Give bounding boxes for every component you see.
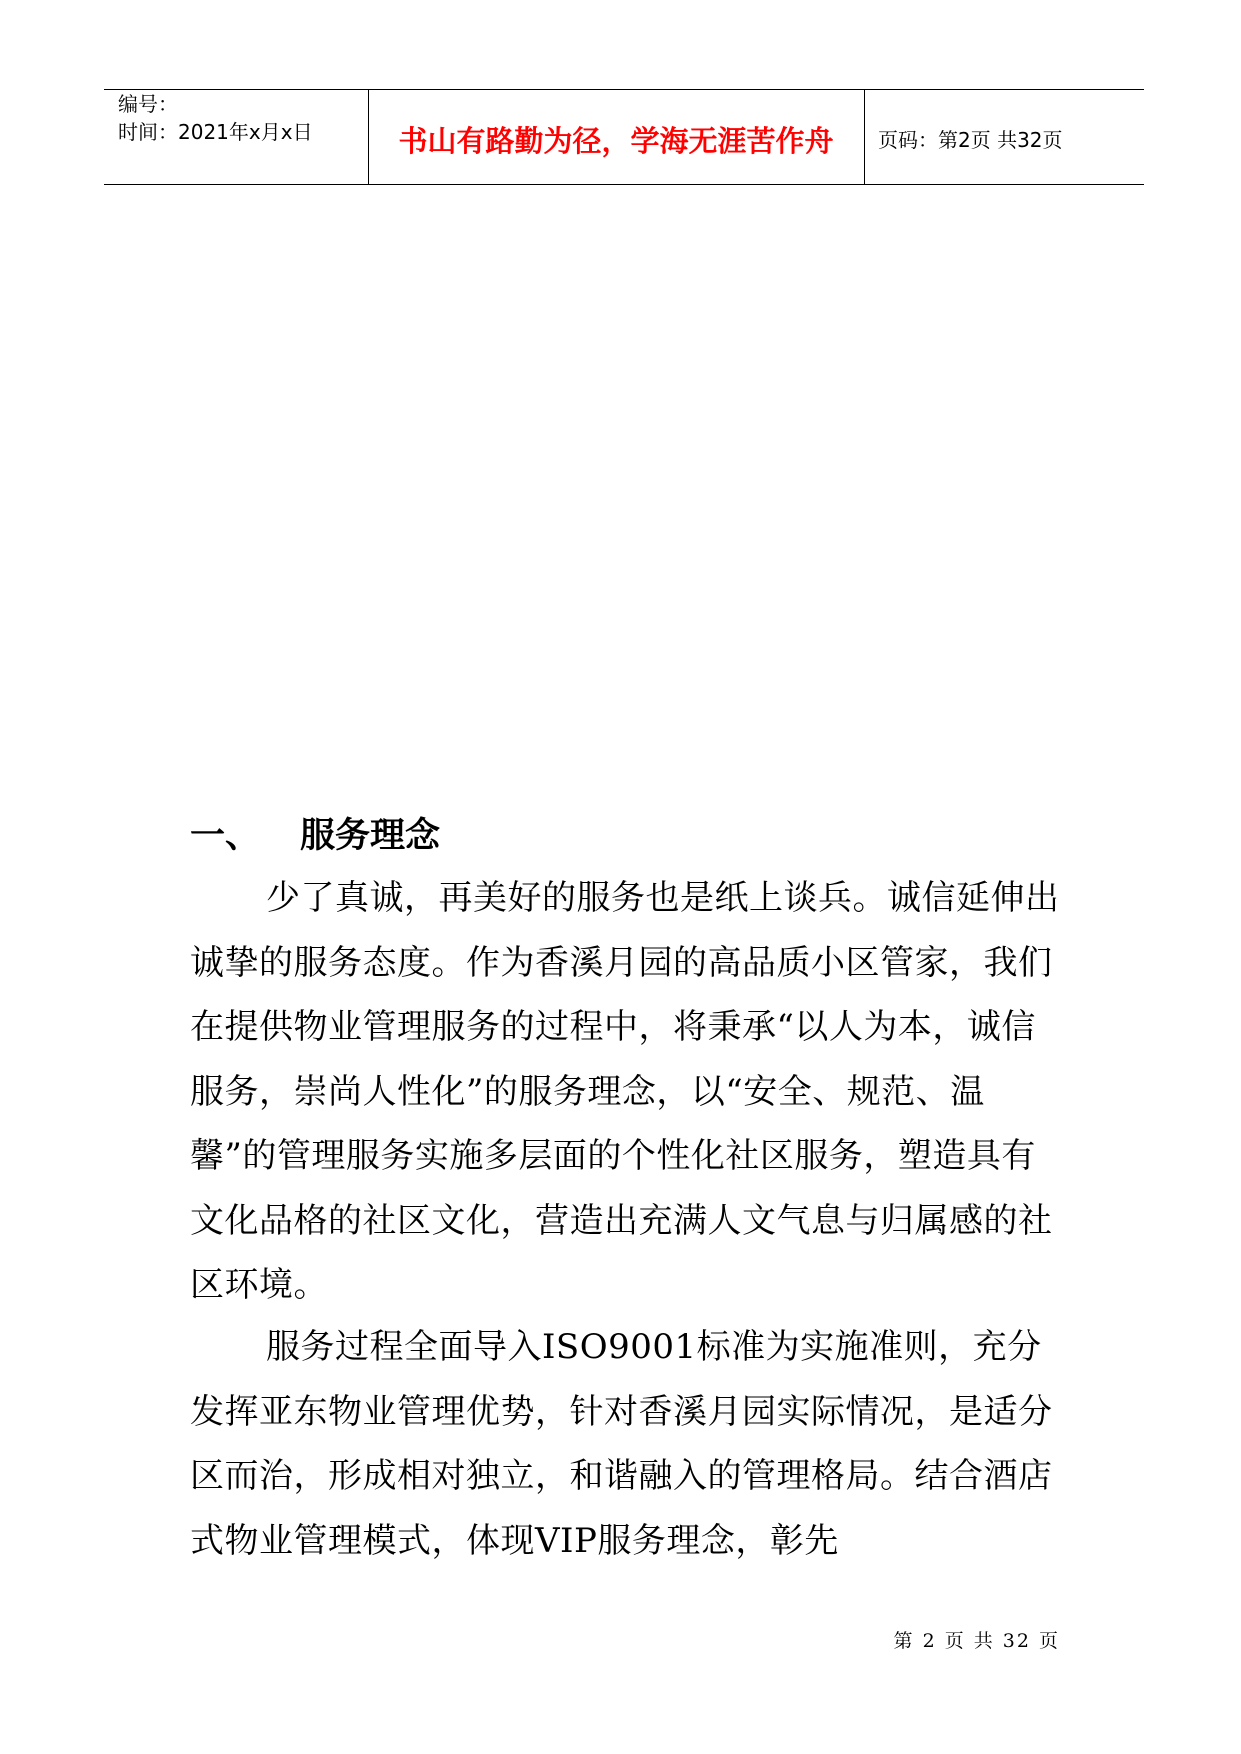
document-number-label: 编号： xyxy=(118,92,178,116)
document-time-label: 时间：2021年x月x日 xyxy=(118,120,313,144)
section-title: 服务理念 xyxy=(300,816,441,856)
section-number: 一、 xyxy=(190,816,261,856)
page-footer: 第 2 页 共 32 页 xyxy=(893,1630,1060,1652)
header-page-info: 页码：第2页 共32页 xyxy=(878,128,1063,152)
header-page-cell xyxy=(864,90,1144,184)
header-motto: 书山有路勤为径，学海无涯苦作舟 xyxy=(398,124,834,158)
document-header xyxy=(104,89,1144,185)
header-meta-cell xyxy=(104,90,369,184)
header-motto-cell xyxy=(368,90,865,184)
section-heading xyxy=(190,808,440,858)
body-paragraph: 少了真诚，再美好的服务也是纸上谈兵。诚信延伸出诚挚的服务态度。作为香溪月园的高品质小区管家，我们在提供物业管理服务的过程中，将秉承“以人为本，诚信服务，崇尚人性化”的服务理念，以“安全、规范、温馨”的管理服务实施多层面的个性化社区服务，塑造具有文化品格的社区文化，营造出充满人文气息与归属感的社区环境。 xyxy=(190,878,1060,1305)
body-paragraph: 服务过程全面导入ISO9001标准为实施准则，充分发挥亚东物业管理优势，针对香溪月园实际情况，是适分区而治，形成相对独立，和谐融入的管理格局。结合酒店式物业管理模式，体现VIP服务理念，彰先 xyxy=(190,1327,1053,1561)
